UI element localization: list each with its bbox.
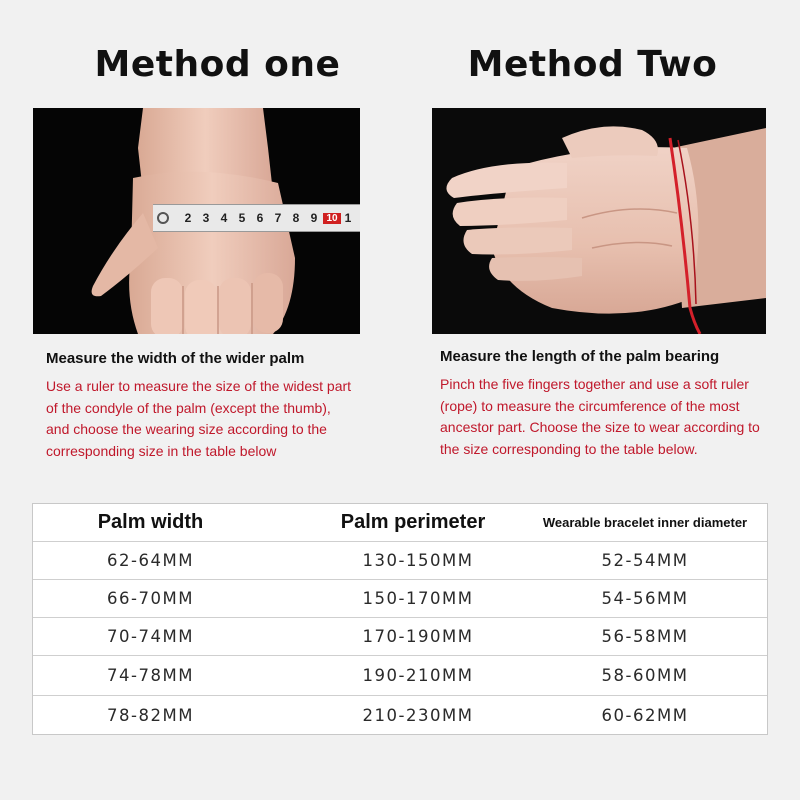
palm-perimeter-photo	[432, 108, 766, 334]
ruler-mark-9: 9	[310, 211, 318, 225]
palm-width-photo	[33, 108, 360, 334]
cell-bracelet-diameter: 60-62MM	[601, 705, 689, 725]
palm-width-heading: Measure the width of the wider palm	[46, 350, 305, 367]
cell-bracelet-diameter: 54-56MM	[601, 589, 689, 608]
table-row	[33, 696, 767, 734]
palm-perimeter-instructions: Pinch the five fingers together and use a soft ruler (rope) to measure the circumference of the most ancestor part. Choose the size to wear according to the size corresponding to the table below.	[440, 376, 760, 457]
ruler-mark-11: 1	[344, 211, 352, 225]
table-header-row	[33, 504, 767, 542]
ruler-mark-6: 6	[256, 211, 264, 225]
cell-palm-width: 62-64MM	[107, 551, 194, 570]
cell-bracelet-diameter: 56-58MM	[601, 627, 689, 646]
cell-palm-perimeter: 150-170MM	[362, 589, 474, 608]
ruler-mark-2: 2	[184, 211, 192, 225]
palm-width-instructions: Use a ruler to measure the size of the widest part of the condyle of the palm (except the thumb), and choose the wearing size according to the corresponding size in the table below	[46, 378, 352, 459]
palm-perimeter-heading: Measure the length of the palm bearing	[440, 348, 720, 365]
header-palm-width: Palm width	[97, 511, 204, 533]
method-one-title: Method one	[94, 44, 341, 85]
cell-palm-width: 74-78MM	[107, 666, 194, 685]
table-row	[33, 580, 767, 618]
ruler-mark-7: 7	[274, 211, 282, 225]
cell-palm-perimeter: 210-230MM	[362, 705, 474, 725]
ruler	[153, 204, 360, 232]
cell-palm-perimeter: 190-210MM	[362, 666, 474, 685]
table-row	[33, 656, 767, 696]
cell-palm-width: 78-82MM	[107, 705, 194, 725]
cell-palm-width: 70-74MM	[107, 627, 194, 646]
cell-palm-perimeter: 130-150MM	[362, 551, 474, 570]
ruler-mark-5: 5	[238, 211, 246, 225]
ruler-mark-8: 8	[292, 211, 300, 225]
header-palm-perimeter: Palm perimeter	[340, 511, 486, 533]
cell-palm-width: 66-70MM	[107, 589, 194, 608]
hand-with-rope-illustration	[432, 108, 766, 334]
cell-bracelet-diameter: 52-54MM	[601, 551, 689, 570]
size-table	[32, 503, 768, 735]
ruler-mark-10: 10	[323, 213, 341, 224]
table-row	[33, 618, 767, 656]
cell-palm-perimeter: 170-190MM	[362, 627, 474, 646]
table-row	[33, 542, 767, 580]
ruler-hole-icon	[157, 212, 169, 224]
ruler-mark-4: 4	[220, 211, 228, 225]
ruler-mark-3: 3	[202, 211, 210, 225]
cell-bracelet-diameter: 58-60MM	[601, 666, 689, 685]
header-bracelet-diameter: Wearable bracelet inner diameter	[542, 515, 748, 530]
method-two-title: Method Two	[467, 44, 718, 85]
